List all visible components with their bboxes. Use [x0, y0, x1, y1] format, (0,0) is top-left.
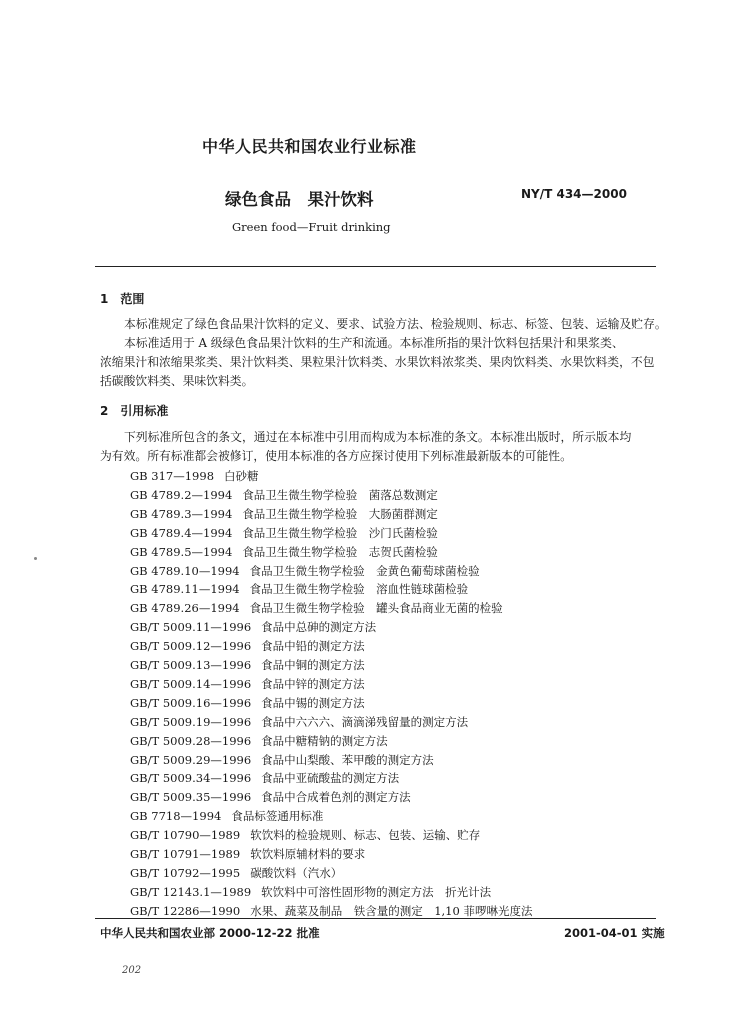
- scan-speck: [34, 557, 37, 560]
- reference-title: 食品中锌的测定方法: [261, 676, 365, 691]
- reference-title: 食品卫生微生物学检验 罐头食品商业无菌的检验: [249, 601, 503, 616]
- english-title: Green food—Fruit drinking: [232, 220, 391, 234]
- header-rule: [95, 266, 656, 267]
- reference-code: GB/T 10790—1989: [130, 828, 241, 843]
- reference-item: [130, 714, 468, 730]
- reference-code: GB 4789.4—1994: [130, 525, 233, 540]
- reference-title: 食品标签通用标准: [231, 809, 324, 824]
- reference-item: [130, 638, 365, 654]
- reference-code: GB/T 5009.35—1996: [130, 790, 252, 805]
- reference-item: [130, 619, 376, 635]
- reference-item: [130, 581, 468, 597]
- reference-item: [130, 525, 438, 541]
- reference-item: [130, 600, 503, 616]
- reference-title: 食品中总砷的测定方法: [261, 620, 377, 635]
- reference-code: GB/T 10792—1995: [130, 865, 241, 880]
- reference-title: 食品中亚硫酸盐的测定方法: [261, 771, 400, 786]
- section-2-heading: 2 引用标准: [100, 404, 169, 418]
- reference-title: 食品卫生微生物学检验 溶血性链球菌检验: [249, 582, 469, 597]
- document-title: 绿色食品 果汁饮料: [225, 190, 374, 209]
- reference-item: [130, 846, 365, 862]
- reference-title: 食品中锡的测定方法: [261, 695, 365, 710]
- reference-title: 食品卫生微生物学检验 志贺氏菌检验: [242, 544, 438, 559]
- reference-title: 食品卫生微生物学检验 大肠菌群测定: [242, 506, 438, 521]
- reference-item: [130, 733, 388, 749]
- reference-item: [130, 544, 438, 560]
- scope-paragraph-2-line-3: 括碳酸饮料类、果味饮料类。: [100, 374, 254, 388]
- reference-title: 食品卫生微生物学检验 沙门氏菌检验: [242, 525, 438, 540]
- reference-item: [130, 695, 365, 711]
- reference-code: GB 4789.26—1994: [130, 601, 240, 616]
- reference-code: GB 4789.2—1994: [130, 487, 233, 502]
- reference-code: GB 4789.11—1994: [130, 582, 240, 597]
- reference-code: GB/T 5009.13—1996: [130, 658, 252, 672]
- reference-title: 软饮料中可溶性固形物的测定方法 折光计法: [261, 884, 492, 899]
- reference-title: 白砂糖: [224, 469, 259, 483]
- reference-title: 食品中六六六、滴滴涕残留量的测定方法: [261, 714, 469, 729]
- reference-item: [130, 884, 491, 900]
- effective-date: 2001-04-01 实施: [564, 926, 665, 940]
- reference-title: 食品中山梨酸、苯甲酸的测定方法: [261, 752, 434, 767]
- reference-code: GB/T 5009.19—1996: [130, 714, 252, 729]
- reference-item: [130, 563, 480, 579]
- reference-title: 食品中铅的测定方法: [261, 639, 365, 654]
- org-standard-title: 中华人民共和国农业行业标准: [202, 137, 417, 156]
- reference-code: GB/T 5009.34—1996: [130, 771, 252, 786]
- reference-title: 食品中铜的测定方法: [261, 658, 365, 672]
- reference-code: GB/T 5009.16—1996: [130, 695, 252, 710]
- reference-title: 碳酸饮料（汽水）: [250, 865, 343, 880]
- reference-item: [130, 487, 438, 503]
- scope-paragraph-2-line-2: 浓缩果汁和浓缩果浆类、果汁饮料类、果粒果汁饮料类、水果饮料浓浆类、果肉饮料类、水果饮料类，不包: [100, 355, 655, 369]
- references-intro-line-1: 下列标准所包含的条文，通过在本标准中引用而构成为本标准的条文。本标准出版时，所示版本均: [124, 430, 632, 444]
- reference-code: GB/T 12143.1—1989: [130, 884, 252, 899]
- reference-code: GB/T 5009.14—1996: [130, 676, 252, 691]
- reference-code: GB 4789.3—1994: [130, 506, 233, 521]
- references-intro-line-2: 为有效。所有标准都会被修订，使用本标准的各方应探讨使用下列标准最新版本的可能性。: [100, 449, 572, 463]
- reference-title: 软饮料原辅材料的要求: [250, 847, 366, 861]
- reference-code: GB 4789.5—1994: [130, 544, 233, 559]
- standard-number: NY/T 434—2000: [521, 187, 627, 201]
- page-number: 202: [122, 965, 142, 976]
- scope-paragraph-2-line-1: 本标准适用于 A 级绿色食品果汁饮料的生产和流通。本标准所指的果汁饮料包括果汁和果浆类、: [124, 336, 624, 350]
- reference-item: [130, 827, 480, 843]
- reference-code: GB 7718—1994: [130, 809, 222, 824]
- reference-title: 食品卫生微生物学检验 金黄色葡萄球菌检验: [249, 563, 480, 578]
- reference-title: 食品中糖精钠的测定方法: [261, 733, 388, 748]
- reference-code: GB/T 5009.11—1996: [130, 620, 252, 635]
- section-1-heading: 1 范围: [100, 292, 145, 306]
- reference-code: GB/T 5009.12—1996: [130, 639, 252, 654]
- reference-item: [130, 770, 399, 786]
- reference-item: [130, 506, 438, 522]
- reference-code: GB 317—1998: [130, 469, 215, 483]
- footer-rule: [95, 918, 656, 919]
- reference-item: [130, 657, 365, 673]
- reference-title: 食品中合成着色剂的测定方法: [261, 790, 411, 805]
- reference-item: [130, 752, 434, 768]
- reference-code: GB/T 12286—1990: [130, 903, 241, 918]
- reference-item: [130, 468, 259, 484]
- reference-title: 软饮料的检验规则、标志、包装、运输、贮存: [250, 828, 481, 843]
- reference-item: [130, 808, 323, 824]
- reference-code: GB 4789.10—1994: [130, 563, 240, 578]
- reference-item: [130, 789, 411, 805]
- reference-code: GB/T 10791—1989: [130, 847, 241, 861]
- scope-paragraph-1: 本标准规定了绿色食品果汁饮料的定义、要求、试验方法、检验规则、标志、标签、包装、运输及贮存。: [124, 317, 667, 331]
- reference-item: [130, 865, 342, 881]
- reference-code: GB/T 5009.29—1996: [130, 752, 252, 767]
- reference-code: GB/T 5009.28—1996: [130, 733, 252, 748]
- reference-title: 食品卫生微生物学检验 菌落总数测定: [242, 487, 438, 502]
- reference-title: 水果、蔬菜及制品 铁含量的测定 1,10 菲啰啉光度法: [250, 903, 533, 918]
- approval-line: 中华人民共和国农业部 2000-12-22 批准: [100, 926, 320, 940]
- reference-item: [130, 676, 365, 692]
- reference-item: [130, 903, 532, 919]
